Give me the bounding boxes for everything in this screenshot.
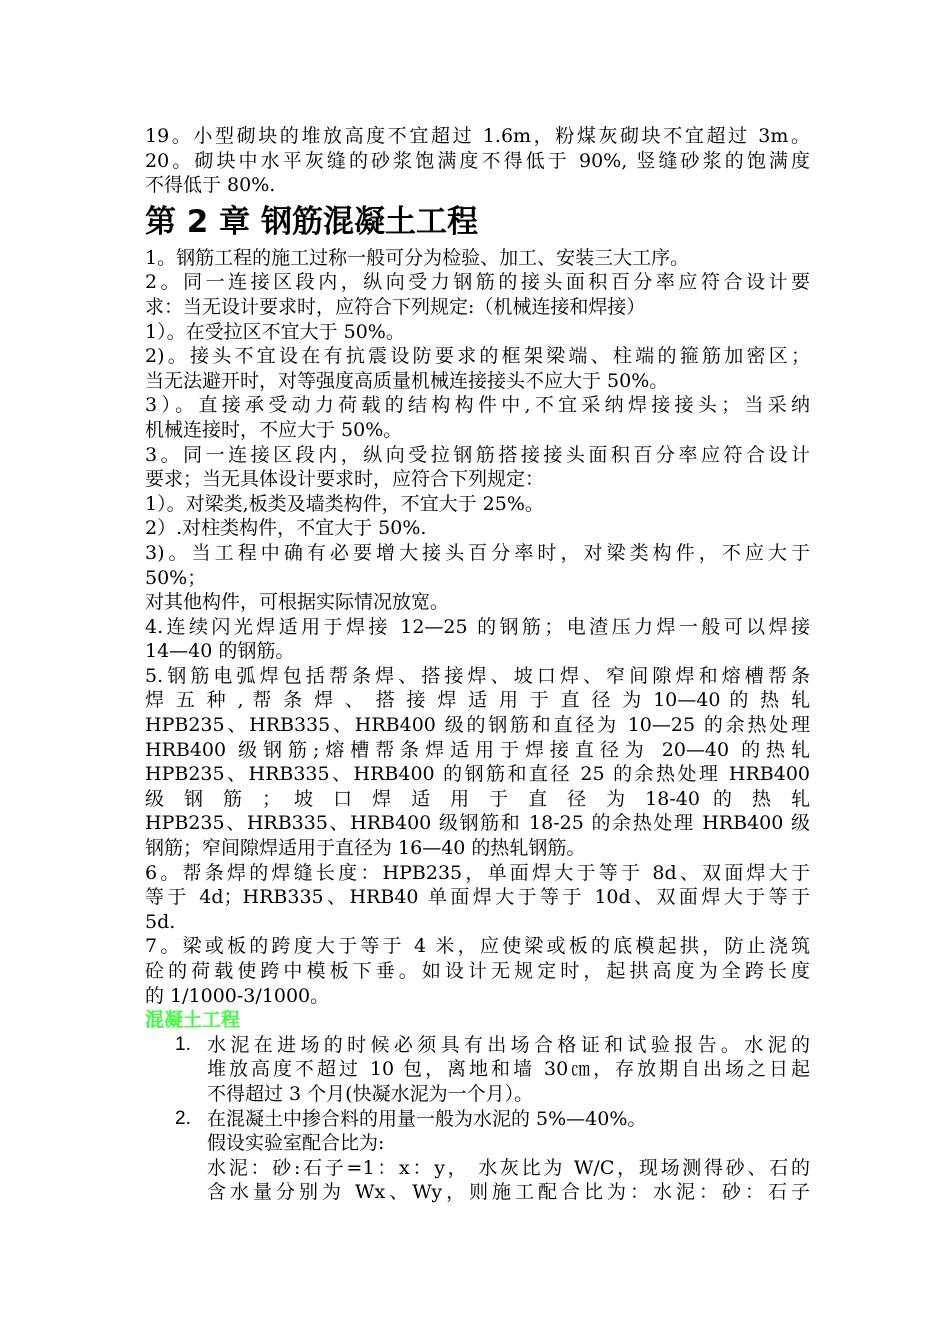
text-line: 2。同一连接区段内，纵向受力钢筋的接头面积百分率应符合设计要 <box>145 271 810 294</box>
text-line: 6。帮条焊的焊缝长度：HPB235，单面焊大于等于 8d、双面焊大于 <box>145 861 810 884</box>
text-line: 3）。直接承受动力荷载的结构构件中,不宜采纳焊接接头；当采纳 <box>145 394 810 417</box>
document-content <box>145 124 810 1205</box>
text-line: 砼的荷载使跨中模板下垂。如设计无规定时，起拱高度为全跨长度 <box>145 960 810 982</box>
text-line: 焊 五 种 , 帮 条 焊 、 搭 接 焊 适 用 于 直 径 为 10—40 的 热 轧 <box>145 689 810 712</box>
body-block <box>145 246 810 1008</box>
text-line: 机械连接时，不应大于 50%。 <box>145 418 403 441</box>
text-line: 4.连续闪光焊适用于焊接 12—25 的钢筋；电渣压力焊一般可以焊接 <box>145 615 810 638</box>
text-line: 水泥：砂:石子=1：x：y， 水灰比为 W/C，现场测得砂、石的 <box>207 1156 810 1179</box>
text-line: 不得低于 80%. <box>145 174 276 197</box>
text-line: 堆放高度不超过 10 包，离地和墙 30㎝，存放期自出场之日起 <box>207 1058 810 1081</box>
text-line: 2)。接头不宜设在有抗震设防要求的框架梁端、柱端的箍筋加密区； <box>145 345 810 368</box>
text-line: 3)。当工程中确有必要增大接头百分率时，对梁类构件，不应大于 <box>145 541 810 564</box>
text-line: 2）.对柱类构件，不宜大于 50%. <box>145 517 427 540</box>
text-line: 1。钢筋工程的施工过称一般可分为检验、加工、安装三大工序。 <box>145 246 690 269</box>
text-line: 钢筋；窄间隙焊适用于直径为 16—40 的热轧钢筋。 <box>145 837 586 860</box>
text-line: 含水量分别为 Wx、Wy，则施工配合比为：水泥：砂：石子 <box>207 1181 810 1204</box>
text-line: 不得超过 3 个月(快凝水泥为一个月）。 <box>207 1082 534 1105</box>
text-line: 5d. <box>145 910 176 933</box>
text-line: 假设实验室配合比为: <box>207 1132 385 1155</box>
text-line: 要求；当无具体设计要求时，应符合下列规定： <box>145 468 545 491</box>
section-title: 混凝土工程 <box>145 1009 241 1032</box>
text-line: 5.钢筋电弧焊包括帮条焊、搭接焊、坡口焊、窄间隙焊和熔槽帮条 <box>145 664 810 687</box>
list-item-number: 2. <box>175 1107 191 1129</box>
text-line: HPB235、HRB335、HRB400 级钢筋和 18-25 的余热处理 HRB400 级 <box>145 812 810 835</box>
text-line: 20。砌块中水平灰缝的砂浆饱满度不得低于 90%, 竖缝砂浆的饱满度 <box>145 149 810 172</box>
text-line: 50%； <box>145 566 207 589</box>
list-item-number: 1. <box>175 1033 191 1055</box>
text-line: 1）。在受拉区不宜大于 50%。 <box>145 320 405 343</box>
text-line: 等于 4d；HRB335、HRB40 单面焊大于等于 10d、双面焊大于等于 <box>145 886 810 909</box>
text-line: 3。同一连接区段内，纵向受拉钢筋搭接接头面积百分率应符合设计 <box>145 443 810 466</box>
text-line: 级 钢 筋 ； 坡 口 焊 适 用 于 直 径 为 18-40 的 热 轧 <box>145 787 810 810</box>
text-line: 在混凝土中掺合料的用量一般为水泥的 5%—40%。 <box>207 1107 647 1130</box>
text-line: HRB400 级钢筋;熔槽帮条焊适用于焊接直径为 20—40 的热轧 <box>145 738 810 761</box>
text-line: 14—40 的钢筋。 <box>145 640 295 663</box>
text-line: 当无法避开时，对等强度高质量机械连接接头不应大于 50%。 <box>145 369 669 392</box>
text-line: 对其他构件，可根据实际情况放宽。 <box>145 591 450 614</box>
text-line: HPB235、HRB335、HRB400 的钢筋和直径 25 的余热处理 HRB400 <box>145 763 810 786</box>
chapter-title: 第 2 章 钢筋混凝土工程 <box>145 203 478 240</box>
text-line: HPB235、HRB335、HRB400 级的钢筋和直径为 10—25 的余热处理 <box>145 714 810 737</box>
text-line: 求：当无设计要求时，应符合下列规定:（机械连接和焊接） <box>145 295 646 318</box>
list-item <box>145 1033 810 1107</box>
text-line: 19。小型砌块的堆放高度不宜超过 1.6m，粉煤灰砌块不宜超过 3m。 <box>145 125 810 147</box>
text-line: 水泥在进场的时候必须具有出场合格证和试验报告。水泥的 <box>207 1033 810 1056</box>
text-line: 7。梁或板的跨度大于等于 4 米，应使梁或板的底模起拱，防止浇筑 <box>145 935 810 958</box>
intro-block <box>145 124 810 198</box>
text-line: 1）。对梁类,板类及墙类构件，不宜大于 25%。 <box>145 492 544 515</box>
text-line: 的 1/1000-3/1000。 <box>145 984 330 1007</box>
list-item <box>145 1107 810 1205</box>
